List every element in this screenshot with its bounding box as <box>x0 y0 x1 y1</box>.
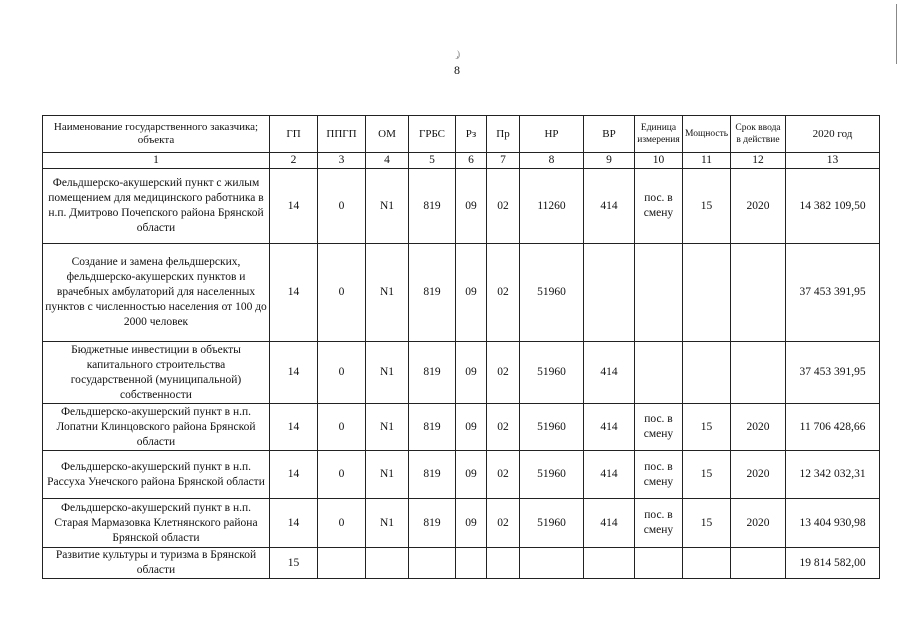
row-om: N1 <box>366 342 409 404</box>
header-grbs: ГРБС <box>409 116 456 153</box>
row-amount: 37 453 391,95 <box>786 342 880 404</box>
row-ppgp <box>318 548 366 579</box>
row-power <box>683 548 731 579</box>
row-ppgp: 0 <box>318 342 366 404</box>
row-vr: 414 <box>584 169 635 244</box>
row-rz: 09 <box>456 244 487 342</box>
header-rz: Рз <box>456 116 487 153</box>
column-number: 10 <box>635 153 683 169</box>
row-term: 2020 <box>731 169 786 244</box>
row-power: 15 <box>683 451 731 499</box>
row-amount: 12 342 032,31 <box>786 451 880 499</box>
row-name: Фельдшерско-акушерский пункт с жилым помещением для медицинского работника в н.п. Дмитрово Почепского района Брянской области <box>43 169 270 244</box>
row-unit: пос. в смену <box>635 499 683 548</box>
row-rz <box>456 548 487 579</box>
row-nr: 51960 <box>520 451 584 499</box>
row-vr: 414 <box>584 342 635 404</box>
row-pr <box>487 548 520 579</box>
column-number: 7 <box>487 153 520 169</box>
row-term <box>731 548 786 579</box>
row-unit <box>635 342 683 404</box>
header-ppgp: ППГП <box>318 116 366 153</box>
row-amount: 11 706 428,66 <box>786 404 880 451</box>
row-om <box>366 548 409 579</box>
row-ppgp: 0 <box>318 244 366 342</box>
column-number: 4 <box>366 153 409 169</box>
column-number-row <box>43 153 880 169</box>
row-unit: пос. в смену <box>635 404 683 451</box>
row-nr: 51960 <box>520 499 584 548</box>
row-term <box>731 244 786 342</box>
row-amount: 14 382 109,50 <box>786 169 880 244</box>
row-rz: 09 <box>456 169 487 244</box>
row-grbs: 819 <box>409 499 456 548</box>
row-name: Фельдшерско-акушерский пункт в н.п. Лопатни Клинцовского района Брянской области <box>43 404 270 451</box>
row-grbs: 819 <box>409 451 456 499</box>
row-om: N1 <box>366 244 409 342</box>
row-name: Фельдшерско-акушерский пункт в н.п. Рассуха Унечского района Брянской области <box>43 451 270 499</box>
row-pr: 02 <box>487 451 520 499</box>
row-unit: пос. в смену <box>635 169 683 244</box>
row-rz: 09 <box>456 499 487 548</box>
header-power: Мощность <box>683 116 731 153</box>
row-unit <box>635 548 683 579</box>
row-om: N1 <box>366 404 409 451</box>
row-pr: 02 <box>487 499 520 548</box>
row-gp: 14 <box>270 169 318 244</box>
column-number: 3 <box>318 153 366 169</box>
table-row <box>43 244 880 342</box>
row-nr <box>520 548 584 579</box>
header-unit: Единица измерения <box>635 116 683 153</box>
row-grbs <box>409 548 456 579</box>
row-rz: 09 <box>456 451 487 499</box>
row-term <box>731 342 786 404</box>
column-number: 2 <box>270 153 318 169</box>
page-number: 8 <box>454 63 460 77</box>
row-om: N1 <box>366 451 409 499</box>
row-amount: 37 453 391,95 <box>786 244 880 342</box>
row-nr: 51960 <box>520 244 584 342</box>
row-term: 2020 <box>731 499 786 548</box>
row-gp: 15 <box>270 548 318 579</box>
row-name: Развитие культуры и туризма в Брянской области <box>43 548 270 579</box>
row-vr <box>584 244 635 342</box>
row-grbs: 819 <box>409 244 456 342</box>
table-row <box>43 404 880 451</box>
row-nr: 51960 <box>520 342 584 404</box>
table-row <box>43 548 880 579</box>
row-power <box>683 342 731 404</box>
row-name: Создание и замена фельдшерских, фельдшерско-акушерских пунктов и врачебных амбулаторий для населенных пунктов с численностью населения от 100 до 2000 человек <box>43 244 270 342</box>
header-gp: ГП <box>270 116 318 153</box>
row-power <box>683 244 731 342</box>
row-pr: 02 <box>487 342 520 404</box>
row-term: 2020 <box>731 404 786 451</box>
row-vr: 414 <box>584 404 635 451</box>
table-row <box>43 169 880 244</box>
column-number: 9 <box>584 153 635 169</box>
row-power: 15 <box>683 169 731 244</box>
row-name: Бюджетные инвестиции в объекты капитального строительства государственной (муниципальной) собственности <box>43 342 270 404</box>
row-term: 2020 <box>731 451 786 499</box>
row-gp: 14 <box>270 404 318 451</box>
column-number: 8 <box>520 153 584 169</box>
row-gp: 14 <box>270 451 318 499</box>
column-number: 12 <box>731 153 786 169</box>
header-nr: НР <box>520 116 584 153</box>
row-gp: 14 <box>270 244 318 342</box>
row-vr <box>584 548 635 579</box>
scan-mark: ̡) <box>457 49 460 59</box>
header-amount: 2020 год <box>786 116 880 153</box>
row-pr: 02 <box>487 169 520 244</box>
row-gp: 14 <box>270 499 318 548</box>
column-number: 5 <box>409 153 456 169</box>
scan-edge-line <box>896 4 897 64</box>
row-grbs: 819 <box>409 404 456 451</box>
row-name: Фельдшерско-акушерский пункт в н.п. Старая Мармазовка Клетнянского района Брянской области <box>43 499 270 548</box>
row-om: N1 <box>366 499 409 548</box>
row-amount: 13 404 930,98 <box>786 499 880 548</box>
row-nr: 51960 <box>520 404 584 451</box>
row-unit: пос. в смену <box>635 451 683 499</box>
row-ppgp: 0 <box>318 451 366 499</box>
header-name: Наименование государственного заказчика; объекта <box>43 116 270 153</box>
row-amount: 19 814 582,00 <box>786 548 880 579</box>
column-number: 13 <box>786 153 880 169</box>
row-grbs: 819 <box>409 342 456 404</box>
header-term: Срок ввода в действие <box>731 116 786 153</box>
row-vr: 414 <box>584 451 635 499</box>
column-number: 11 <box>683 153 731 169</box>
row-pr: 02 <box>487 404 520 451</box>
column-number: 6 <box>456 153 487 169</box>
table-row <box>43 499 880 548</box>
row-power: 15 <box>683 404 731 451</box>
table-row <box>43 451 880 499</box>
column-number: 1 <box>43 153 270 169</box>
row-pr: 02 <box>487 244 520 342</box>
row-nr: 11260 <box>520 169 584 244</box>
header-om: ОМ <box>366 116 409 153</box>
row-vr: 414 <box>584 499 635 548</box>
row-ppgp: 0 <box>318 404 366 451</box>
row-rz: 09 <box>456 342 487 404</box>
row-unit <box>635 244 683 342</box>
header-row <box>43 116 880 153</box>
header-pr: Пр <box>487 116 520 153</box>
row-ppgp: 0 <box>318 499 366 548</box>
budget-table <box>42 115 880 579</box>
row-gp: 14 <box>270 342 318 404</box>
row-ppgp: 0 <box>318 169 366 244</box>
row-om: N1 <box>366 169 409 244</box>
row-grbs: 819 <box>409 169 456 244</box>
header-vr: ВР <box>584 116 635 153</box>
row-power: 15 <box>683 499 731 548</box>
table-row <box>43 342 880 404</box>
row-rz: 09 <box>456 404 487 451</box>
